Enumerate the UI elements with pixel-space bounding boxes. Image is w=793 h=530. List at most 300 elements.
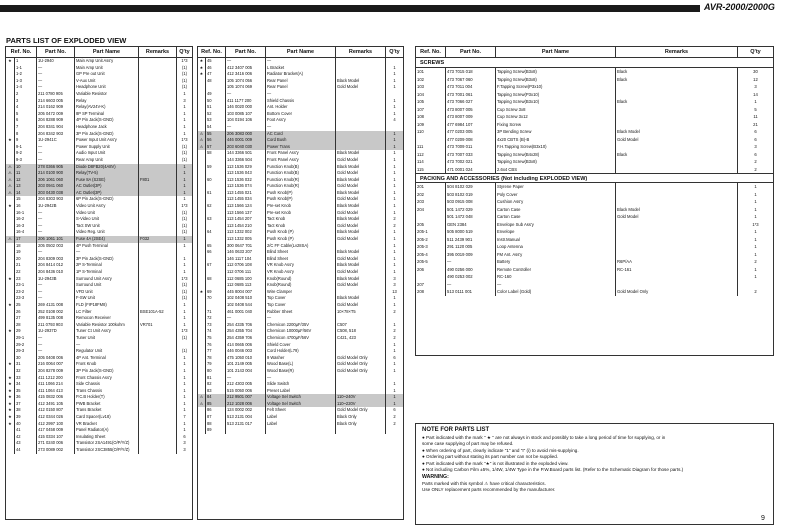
row-mark: [6, 315, 15, 322]
row-part-name: Push Knob(P): [266, 190, 336, 197]
row-part-name: Blind Sheet: [266, 256, 336, 263]
row-part-no: 206 1061 101: [37, 236, 75, 243]
row-ref: 112: [416, 151, 446, 159]
note-line: some case supplying of part may be refused.: [422, 441, 514, 447]
row-mark: ⚠: [198, 131, 206, 138]
row-part-no: 102 0408 544: [226, 302, 266, 309]
row-ref: 107: [416, 106, 446, 114]
row-ref: 42: [15, 434, 37, 441]
row-ref: 18: [15, 243, 37, 250]
row-part-name: S-Video Unit: [75, 216, 139, 223]
row-part-name: 2P S-Terminal: [75, 262, 139, 269]
row-remarks: [139, 249, 177, 256]
row-part-name: Trans Bracket: [75, 407, 139, 414]
row-remarks: [139, 183, 177, 190]
row-ref: 16-4: [15, 229, 37, 236]
row-remarks: [616, 143, 738, 151]
row-part-name: AC Cord: [266, 131, 336, 138]
row-mark: [198, 104, 206, 111]
row-ref: 55: [206, 131, 226, 138]
row-part-name: Front Chassis Ass'y: [75, 375, 139, 382]
row-part-no: —: [446, 281, 496, 289]
row-mark: [198, 84, 206, 91]
row-part-no: 214 0162 909: [37, 104, 75, 111]
table-row: [198, 71, 403, 78]
row-part-no: —: [37, 282, 75, 289]
row-ref: 26: [15, 309, 37, 316]
parts-table-2: [197, 46, 404, 520]
row-remarks: [616, 158, 738, 166]
row-part-no: 473 7015 018: [446, 68, 496, 76]
row-qty: [386, 315, 403, 322]
row-part-name: AC Outlet(3P): [75, 183, 139, 190]
row-ref: 47: [206, 71, 226, 78]
row-mark: [198, 78, 206, 85]
row-part-no: 412 0344 026: [37, 414, 75, 421]
row-part-no: 205 0502 003: [37, 243, 75, 250]
row-qty: (1): [181, 282, 187, 288]
row-part-name: Video Unit Ass'y: [75, 203, 139, 210]
row-ref: 9-1: [15, 144, 37, 151]
row-part-no: 501 1472 029: [446, 206, 496, 214]
row-mark: [198, 269, 206, 276]
row-qty: 1: [393, 150, 396, 156]
row-part-name: Foot Ass'y: [266, 117, 336, 124]
row-ref: 205-1: [416, 228, 446, 236]
row-ref: 13: [15, 183, 37, 190]
row-part-name: Diode D8FB20(4A8V): [75, 164, 139, 171]
row-part-no: 112 0685 113: [226, 282, 266, 289]
row-qty: 1: [393, 295, 396, 301]
row-part-name: Panel Radiator(A): [75, 427, 139, 434]
row-part-name: Trans Chassis: [75, 388, 139, 395]
row-part-name: 9 Washer: [266, 355, 336, 362]
row-part-no: 204 8278 009: [37, 368, 75, 375]
table-row: [6, 342, 192, 349]
row-qty: 1: [754, 199, 757, 204]
row-mark: [6, 104, 15, 111]
row-part-name: VR Knob Ass'y: [266, 262, 336, 269]
table-row: [198, 348, 403, 355]
table-row: [6, 407, 192, 414]
row-qty: 1: [183, 381, 186, 387]
row-part-name: Wood Base(L): [266, 361, 336, 368]
row-remarks: Gold Model: [336, 256, 386, 263]
note-line: ● When ordering of part, clearly indicate "1" and "I" (i) to avoid mis-supplying.: [422, 447, 579, 453]
table-row: [6, 190, 192, 197]
table-row: [198, 170, 403, 177]
row-remarks: [616, 198, 738, 206]
table-row: [198, 210, 403, 217]
col-name: Part Name: [266, 47, 336, 57]
row-ref: 81: [206, 375, 226, 382]
row-ref: 1-2: [15, 71, 37, 78]
row-remarks: 110~220V: [336, 401, 386, 408]
row-part-no: [226, 427, 266, 434]
table-row: [416, 288, 773, 296]
table-row: [198, 183, 403, 190]
row-part-no: 113 1566 124: [226, 203, 266, 210]
table-row: [6, 117, 192, 124]
table-row: [198, 131, 403, 138]
row-ref: [206, 302, 226, 309]
row-part-no: 271 0240 006: [37, 440, 75, 447]
row-mark: [198, 98, 206, 105]
row-part-no: 1U-2937D: [37, 328, 75, 335]
row-qty: 1: [183, 110, 186, 116]
row-part-no: 212 4303 005: [226, 381, 266, 388]
row-mark: [6, 111, 15, 118]
row-ref: [206, 223, 226, 230]
row-mark: [198, 196, 206, 203]
row-part-no: 212 9501 007: [226, 394, 266, 401]
row-part-name: Video Unit: [75, 210, 139, 217]
table-row: [6, 236, 192, 243]
row-ref: [206, 282, 226, 289]
row-ref: 17: [15, 236, 37, 243]
row-mark: ★: [198, 58, 206, 65]
row-qty: 3: [754, 84, 757, 89]
row-mark: [6, 309, 15, 316]
table-row: [198, 328, 403, 335]
row-part-name: Insulating Sheet: [75, 434, 139, 441]
row-part-name: 4P Push Terminal: [75, 243, 139, 250]
table-row: [6, 111, 192, 118]
row-remarks: [139, 223, 177, 230]
row-remarks: [336, 65, 386, 72]
row-qty: 1: [393, 203, 396, 209]
row-part-name: LC Filter: [75, 309, 139, 316]
row-mark: [6, 262, 15, 269]
row-qty: 1*3: [181, 328, 188, 334]
note-line: ● Ordering part without stating its part number can not be supplied.: [422, 454, 559, 460]
row-part-name: —: [266, 58, 336, 65]
row-qty: 1: [393, 242, 396, 248]
row-part-no: 203 0941 060: [37, 183, 75, 190]
row-remarks: Black: [616, 98, 738, 106]
row-remarks: [616, 183, 738, 191]
row-part-no: 146 0633 207: [226, 249, 266, 256]
table-row: [198, 309, 403, 316]
row-qty: 1: [393, 387, 396, 393]
row-qty: 1: [183, 354, 186, 360]
row-mark: [198, 309, 206, 316]
table-row: [6, 164, 192, 171]
row-part-name: Top Cover: [266, 295, 336, 302]
row-ref: 57: [206, 144, 226, 151]
table-row: [198, 427, 403, 434]
row-part-name: Fuse 4A (2SE4): [75, 236, 139, 243]
row-mark: [6, 210, 15, 217]
row-mark: [6, 144, 15, 151]
row-part-name: GP Pre out Unit: [75, 71, 139, 78]
row-qty: 1: [393, 77, 396, 83]
row-part-no: 101 2143 004: [226, 368, 266, 375]
row-part-name: Envelope Sub Ass'y: [496, 221, 616, 229]
row-ref: 102: [416, 76, 446, 84]
row-ref: 88: [206, 421, 226, 428]
row-part-name: Battery: [496, 258, 616, 266]
row-qty: 1: [754, 274, 757, 279]
row-part-name: Regulator Unit: [75, 348, 139, 355]
row-mark: ★: [198, 65, 206, 72]
row-part-name: Carton Case: [496, 213, 616, 221]
row-ref: 206: [416, 266, 446, 274]
row-mark: [6, 335, 15, 342]
row-mark: ⚠: [198, 144, 206, 151]
row-part-name: Front Panel Ass'y: [266, 157, 336, 164]
row-part-name: Cup Screw 3x8: [496, 106, 616, 114]
row-mark: [6, 98, 15, 105]
row-qty: 1: [754, 244, 757, 249]
row-qty: 6: [393, 407, 396, 413]
row-part-no: 269 4131 008: [37, 302, 75, 309]
row-part-name: Cup Screw 3x12: [496, 113, 616, 121]
table-row: [6, 71, 192, 78]
row-remarks: [336, 137, 386, 144]
row-remarks: [139, 104, 177, 111]
row-part-name: Blind Sheet: [266, 249, 336, 256]
row-qty: 21: [753, 121, 758, 127]
row-part-no: 513 0111 001: [446, 288, 496, 296]
row-part-no: 113 1332 005: [226, 236, 266, 243]
row-mark: [6, 256, 15, 263]
row-part-name: Ant. Holder: [266, 104, 336, 111]
row-remarks: BSE101A-52: [139, 309, 177, 316]
row-mark: ★: [6, 361, 15, 368]
table-row: [198, 368, 403, 375]
row-remarks: [139, 65, 177, 72]
row-part-name: Power Input Unit Ass'y: [75, 137, 139, 144]
row-ref: 110: [416, 128, 446, 136]
table-row: [6, 401, 192, 408]
row-qty: 1: [393, 64, 396, 70]
row-part-no: 461 0001 040: [226, 309, 266, 316]
row-part-name: L Bracket: [266, 65, 336, 72]
row-mark: [6, 348, 15, 355]
row-ref: 6: [15, 117, 37, 124]
row-part-no: 1U-2940: [37, 58, 75, 65]
table-row: [6, 414, 192, 421]
table-row: [6, 216, 192, 223]
row-qty: 1: [183, 387, 186, 393]
row-qty: 2: [754, 289, 757, 294]
row-qty: 1*3: [181, 58, 188, 63]
row-part-name: Rubber Sheet: [266, 309, 336, 316]
table-row: [6, 150, 192, 157]
note-title: NOTE FOR PARTS LIST: [422, 427, 490, 433]
row-remarks: [616, 251, 738, 259]
row-remarks: Black Model: [336, 295, 386, 302]
row-remarks: [336, 111, 386, 118]
row-qty: 6: [754, 129, 757, 134]
row-qty: 1: [754, 191, 757, 197]
row-mark: [198, 328, 206, 335]
row-qty: 1: [754, 184, 757, 189]
table-row: [198, 269, 403, 276]
row-qty: 1: [393, 183, 396, 189]
row-part-name: F.H.Tapping Screw(B3x10): [496, 143, 616, 151]
row-part-no: 112 0685 100: [226, 276, 266, 283]
row-ref: 11: [15, 170, 37, 177]
row-part-name: Remocon Receiver: [75, 315, 139, 322]
row-qty: 1: [183, 123, 186, 129]
row-part-name: Label: [266, 414, 336, 421]
row-mark: [198, 229, 206, 236]
row-qty: [738, 281, 773, 289]
table-row: [198, 78, 403, 85]
row-part-no: 203 6040 030: [226, 144, 266, 151]
row-qty: 2: [393, 308, 396, 314]
row-ref: 62: [206, 203, 226, 210]
row-part-no: —: [37, 78, 75, 85]
note-box: [415, 423, 774, 525]
row-part-name: Tapping Screw(B3x8): [496, 68, 616, 76]
row-qty: (1): [181, 71, 187, 77]
row-remarks: Gold Model Only: [336, 368, 386, 375]
row-qty: 1*3: [181, 203, 188, 209]
warning-line: Use ONLY replacement parts recommended by the manufacturer.: [422, 487, 556, 493]
row-qty: 2: [393, 334, 396, 340]
row-remarks: [139, 375, 177, 382]
row-mark: [6, 216, 15, 223]
row-mark: [198, 243, 206, 250]
row-mark: [198, 157, 206, 164]
row-ref: 60: [206, 177, 226, 184]
row-part-name: 3P Bending Screw: [496, 128, 616, 136]
row-qty: 3: [183, 97, 186, 103]
row-mark: ★: [6, 375, 15, 382]
row-part-name: Bottom Cover: [266, 111, 336, 118]
row-qty: 3: [393, 282, 396, 288]
row-part-name: Label: [266, 421, 336, 428]
table-row: [6, 355, 192, 362]
table-row: [416, 143, 773, 151]
table-row: [198, 216, 403, 223]
row-mark: [6, 124, 15, 131]
row-ref: 87: [206, 414, 226, 421]
row-remarks: Black Model: [336, 164, 386, 171]
row-remarks: [336, 315, 386, 322]
row-ref: 48: [206, 78, 226, 85]
row-part-name: Relay(TV-5): [75, 170, 139, 177]
row-ref: 10: [15, 164, 37, 171]
row-part-no: 206 3083 000: [226, 131, 266, 138]
row-part-name: F.Tapping Screw(P3x10): [496, 83, 616, 91]
table-row: [198, 84, 403, 91]
col-remarks: Remarks: [139, 47, 177, 57]
row-remarks: Gold Model Only: [336, 407, 386, 414]
row-qty: (1): [181, 209, 187, 215]
row-part-name: Side Chassis: [75, 381, 139, 388]
row-mark: [198, 276, 206, 283]
table-row: [6, 223, 192, 230]
table-row: [416, 273, 773, 281]
row-part-name: Top Cover: [266, 302, 336, 309]
row-remarks: [616, 113, 738, 121]
row-ref: 109: [416, 121, 446, 129]
row-part-no: 101 2149 005: [226, 361, 266, 368]
row-part-name: Tapping Screw(B3x10): [496, 98, 616, 106]
row-qty: 1: [183, 90, 186, 96]
table-row: [416, 206, 773, 214]
row-qty: 1: [393, 321, 396, 327]
row-qty: 1: [393, 255, 396, 261]
table-row: [6, 262, 192, 269]
row-part-no: 104 0194 106: [226, 117, 266, 124]
row-ref: 34: [15, 381, 37, 388]
row-part-name: Transistor 2SC3855(O/P/Y/Z): [75, 447, 139, 454]
row-ref: 30: [15, 355, 37, 362]
row-remarks: [336, 289, 386, 296]
row-part-name: —: [75, 342, 139, 349]
table-row: [416, 258, 773, 266]
row-part-no: 113 1536 032: [226, 177, 266, 184]
row-part-name: Wood Base(R): [266, 368, 336, 375]
row-part-no: 446 0001 009: [226, 137, 266, 144]
row-remarks: [139, 91, 177, 98]
row-part-no: —: [37, 84, 75, 91]
table-row: [198, 243, 403, 250]
table-row: [6, 368, 192, 375]
row-remarks: Gold Model: [336, 302, 386, 309]
row-qty: 5: [754, 106, 757, 112]
table-row: [416, 266, 773, 274]
row-remarks: [616, 273, 738, 281]
screws-heading: SCREWS: [416, 58, 773, 68]
table-row: [6, 256, 192, 263]
row-qty: 1: [393, 137, 396, 143]
screws-packing-table: [415, 46, 774, 356]
table-row: [6, 177, 192, 184]
row-qty: 1: [393, 341, 396, 347]
row-ref: 49: [206, 91, 226, 98]
row-mark: ⚠: [6, 164, 15, 171]
row-mark: [198, 150, 206, 157]
row-part-name: Audio Input Unit: [75, 150, 139, 157]
row-ref: 66: [206, 249, 226, 256]
row-remarks: [336, 104, 386, 111]
row-part-name: Tapping Screw(P3x10): [496, 91, 616, 99]
row-qty: 1: [183, 394, 186, 400]
row-part-name: 3P Pin Jack(S-GND): [75, 256, 139, 263]
row-ref: [206, 183, 226, 190]
row-qty: 6: [393, 354, 396, 360]
row-qty: 1: [393, 84, 396, 90]
row-remarks: [139, 170, 177, 177]
row-remarks: Gold Model: [336, 183, 386, 190]
row-remarks: Black Model: [336, 150, 386, 157]
row-part-name: Headphone Jack: [75, 124, 139, 131]
row-ref: 23-2: [15, 289, 37, 296]
row-part-no: 490 0256 000: [446, 266, 496, 274]
row-qty: 1: [393, 156, 396, 162]
table-row: [198, 229, 403, 236]
row-remarks: Gold Model: [336, 210, 386, 217]
row-remarks: [139, 440, 177, 447]
row-part-no: 415 0334 107: [37, 434, 75, 441]
row-part-name: Voltage Sel Switch: [266, 394, 336, 401]
row-remarks: Gold Model Only: [336, 361, 386, 368]
row-remarks: Gold Model: [336, 282, 386, 289]
row-ref: 103: [416, 83, 446, 91]
row-part-no: 204 8309 003: [37, 256, 75, 263]
row-part-name: Function Knob(B): [266, 170, 336, 177]
row-remarks: [616, 236, 738, 244]
row-ref: 64: [206, 229, 226, 236]
row-ref: [206, 269, 226, 276]
row-part-no: 205 0472 009: [37, 111, 75, 118]
